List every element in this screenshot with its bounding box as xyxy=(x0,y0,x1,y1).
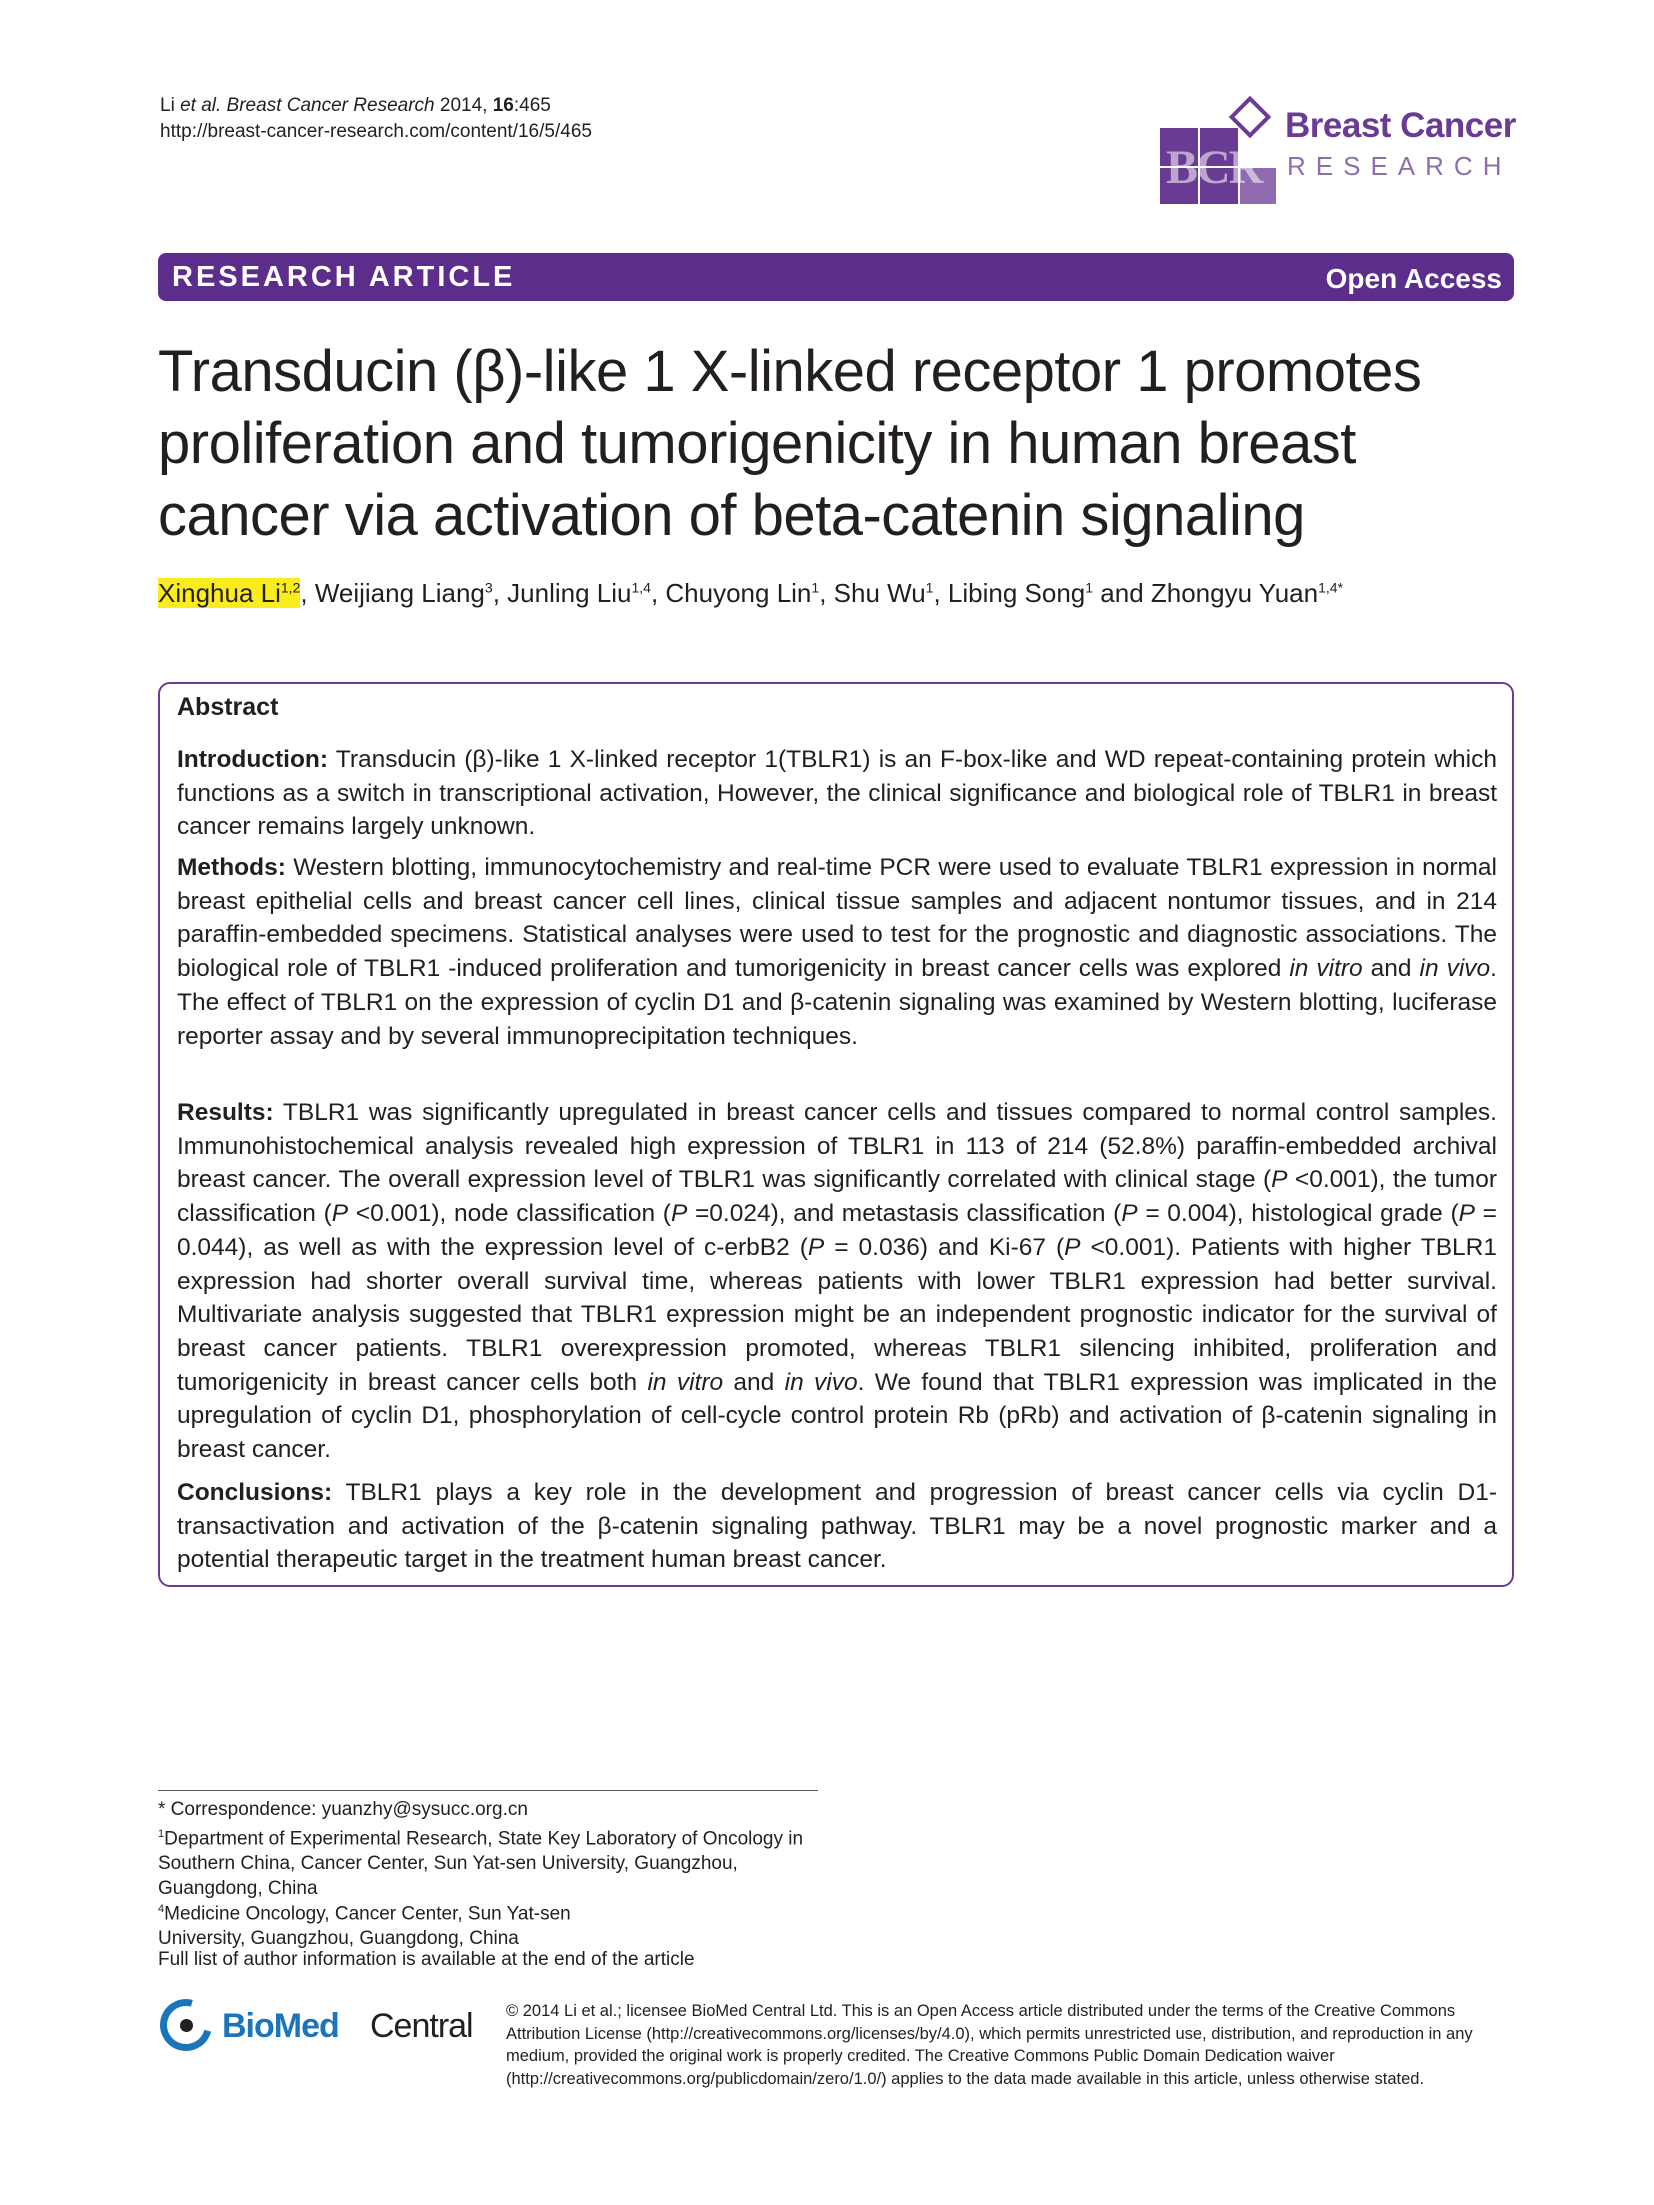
biomed-central-logo xyxy=(158,1997,478,2067)
section-label: Introduction: xyxy=(177,746,329,773)
section-text: and xyxy=(1362,955,1420,983)
author[interactable] xyxy=(665,578,819,608)
author-name: Xinghua Li xyxy=(158,578,281,608)
affiliation-text: Medicine Oncology, Cancer Center, Sun Yat-sen University, Guangzhou, Guangdong, China xyxy=(158,1903,571,1950)
abstract-introduction xyxy=(177,743,1497,844)
author-separator: , xyxy=(933,578,948,608)
section-text: Western blotting, immunocytochemistry and real-time PCR were used to evaluate TBLR1 expression in normal breast epithelial cells and breast cancer cell lines, clinical tissue samples and adjacent nontumor tissues, and in 214 paraffin-embedded specimens. Statistical analyses were used to test for the prognostic and diagnostic associations. The biological role of TBLR1 -induced proliferation and tumorigenicity in breast cancer cells was explored xyxy=(177,854,1498,983)
author-affiliation: 1 xyxy=(925,579,934,596)
citation-authors: Li xyxy=(160,95,181,116)
author-name: Chuyong Lin xyxy=(665,578,812,608)
italic-term: in vitro xyxy=(1289,955,1363,983)
section-text: <0.001), node classification ( xyxy=(348,1200,671,1228)
author-name: Junling Liu xyxy=(507,578,632,608)
citation-journal: Breast Cancer Research xyxy=(221,95,435,116)
p-symbol: P xyxy=(1458,1200,1475,1228)
section-text: <0.001). Patients with higher TBLR1 expression had shorter overall survival time, whereas patients with lower TBLR1 expression had better survival. Multivariate analysis suggested that TBLR1 expression might be an independent prognostic indicator for the survival of breast cancer patients. TBLR1 overexpression promoted, whereas TBLR1 silencing inhibited, proliferation and tumorigenicity in breast cancer cells both xyxy=(177,1233,1497,1396)
citation-volume: 16 xyxy=(492,95,514,116)
p-symbol: P xyxy=(807,1233,825,1261)
citation-etal: et al. xyxy=(180,95,222,116)
author[interactable] xyxy=(834,578,934,608)
section-text: = 0.004), histological grade ( xyxy=(1137,1200,1459,1228)
section-label: Results: xyxy=(177,1099,274,1126)
author-affiliation: 1,4* xyxy=(1318,579,1344,596)
section-text: . The effect of TBLR1 on the expression of cyclin D1 and β-catenin signaling was examined by Western blotting, luciferase reporter assay and by several immunoprecipitation techniques. xyxy=(177,955,1497,1050)
article-type-label: RESEARCH ARTICLE xyxy=(172,261,516,293)
open-access-label: Open Access xyxy=(1325,263,1502,294)
italic-term: in vivo xyxy=(784,1368,858,1396)
abstract-conclusions xyxy=(177,1476,1497,1577)
section-label: Methods: xyxy=(177,854,286,881)
author-separator: , xyxy=(650,578,666,608)
author[interactable] xyxy=(158,578,300,608)
section-text: <0.001), the tumor classification ( xyxy=(177,1166,1497,1228)
author-affiliation: 1,2 xyxy=(280,579,301,596)
author-separator: and xyxy=(1093,578,1151,608)
italic-term: in vivo xyxy=(1419,955,1491,983)
license-statement: © 2014 Li et al.; licensee BioMed Central Ltd. This is an Open Access article distributed under the terms of the Creative Commons Attribution License (http://creativecommons.org/licenses/by/4.0), which permits unrestricted use, distribution, and reproduction in any medium, provided the original work is properly credited. The Creative Commons Public Domain Dedication waiver (http://creativecommons.org/publicdomain/zero/1.0/) applies to the data made available in this article, unless otherwise stated. xyxy=(506,2002,1473,2088)
author-separator: , xyxy=(819,578,834,608)
author-affiliation: 3 xyxy=(484,579,493,596)
logo-mark: BCR xyxy=(1166,141,1262,194)
section-text: Transducin (β)-like 1 X-linked receptor 1(TBLR1) is an F-box-like and WD repeat-containing protein which functions as a switch in transcriptional activation, However, the clinical significance and biological role of TBLR1 in breast cancer remains largely unknown. xyxy=(177,746,1497,841)
author-name: Libing Song xyxy=(947,578,1086,608)
section-text: =0.024), and metastasis classification ( xyxy=(687,1200,1122,1228)
article-type-banner xyxy=(158,253,1514,301)
footnote-divider xyxy=(158,1790,818,1791)
p-symbol: P xyxy=(1271,1166,1288,1194)
italic-term: in vitro xyxy=(647,1368,724,1396)
author-name: Weijiang Liang xyxy=(314,578,485,608)
article-url[interactable]: http://breast-cancer-research.com/content/16/5/465 xyxy=(160,121,592,142)
author[interactable] xyxy=(315,578,493,608)
affiliation-text: Department of Experimental Research, State Key Laboratory of Oncology in Southern China, Cancer Center, Sun Yat-sen University, Guangzhou, Guangdong, China xyxy=(158,1828,804,1900)
affiliation-1 xyxy=(158,1822,838,1901)
section-text: = 0.036) and Ki-67 ( xyxy=(824,1233,1065,1261)
correspondence-note: * Correspondence: yuanzhy@sysucc.org.cn xyxy=(158,1799,528,1820)
p-symbol: P xyxy=(1121,1200,1138,1228)
author[interactable] xyxy=(507,578,651,608)
abstract-heading: Abstract xyxy=(177,693,279,721)
citation-year: 2014, xyxy=(434,95,493,116)
author-affiliation: 1 xyxy=(811,579,820,596)
bmc-central-text: Central xyxy=(370,2007,473,2045)
section-text: TBLR1 was significantly upregulated in breast cancer cells and tissues compared to normal control samples. Immunohistochemical analysis revealed high expression of TBLR1 in 113 of 214 (52.8%) paraffin-embedded archival breast cancer. The overall expression level of TBLR1 was significantly correlated with clinical stage ( xyxy=(177,1099,1497,1194)
section-text: TBLR1 plays a key role in the development and progression of breast cancer cells via cyclin D1-transactivation and activation of the β-catenin signaling pathway. TBLR1 may be a novel prognostic marker and a potential therapeutic target in the treatment human breast cancer. xyxy=(177,1479,1497,1574)
author-name: Zhongyu Yuan xyxy=(1150,578,1319,608)
author[interactable] xyxy=(1151,578,1343,608)
bmc-dot-icon xyxy=(180,2019,193,2032)
section-text: . We found that TBLR1 expression was implicated in the upregulation of cyclin D1, phosphorylation of cell-cycle control protein Rb (pRb) and activation of β-catenin signaling in breast cancer. xyxy=(177,1368,1497,1464)
author-list xyxy=(158,578,1343,609)
affiliation-mark: 4 xyxy=(158,1903,165,1915)
author-affiliation: 1,4 xyxy=(631,579,651,596)
citation-article: :465 xyxy=(513,95,551,116)
author[interactable] xyxy=(948,578,1093,608)
author-affiliation: 1 xyxy=(1085,579,1094,596)
bmc-biomed-text: BioMed xyxy=(222,2007,339,2045)
p-symbol: P xyxy=(1064,1233,1081,1261)
author-separator: , xyxy=(492,578,508,608)
citation-line xyxy=(160,92,551,120)
author-info-note: Full list of author information is available at the end of the article xyxy=(158,1949,695,1970)
p-symbol: P xyxy=(670,1200,688,1228)
section-text: and xyxy=(723,1368,785,1396)
abstract-results xyxy=(177,1096,1497,1467)
affiliation-4 xyxy=(158,1897,638,1951)
author-separator: , xyxy=(300,578,315,608)
affiliation-mark: 1 xyxy=(158,1828,165,1840)
p-symbol: P xyxy=(331,1200,349,1228)
section-label: Conclusions: xyxy=(177,1479,333,1506)
abstract-methods xyxy=(177,851,1497,1053)
author-name: Shu Wu xyxy=(833,578,926,608)
journal-subtitle: RESEARCH xyxy=(1287,151,1512,181)
section-text: = 0.044), as well as with the expression level of c-erbB2 ( xyxy=(177,1200,1497,1261)
article-title: Transducin (β)-like 1 X-linked receptor 1 promotes proliferation and tumorigenicity in human breast cancer via activation of beta-catenin signaling xyxy=(158,339,1422,548)
journal-name: Breast Cancer xyxy=(1285,106,1516,145)
